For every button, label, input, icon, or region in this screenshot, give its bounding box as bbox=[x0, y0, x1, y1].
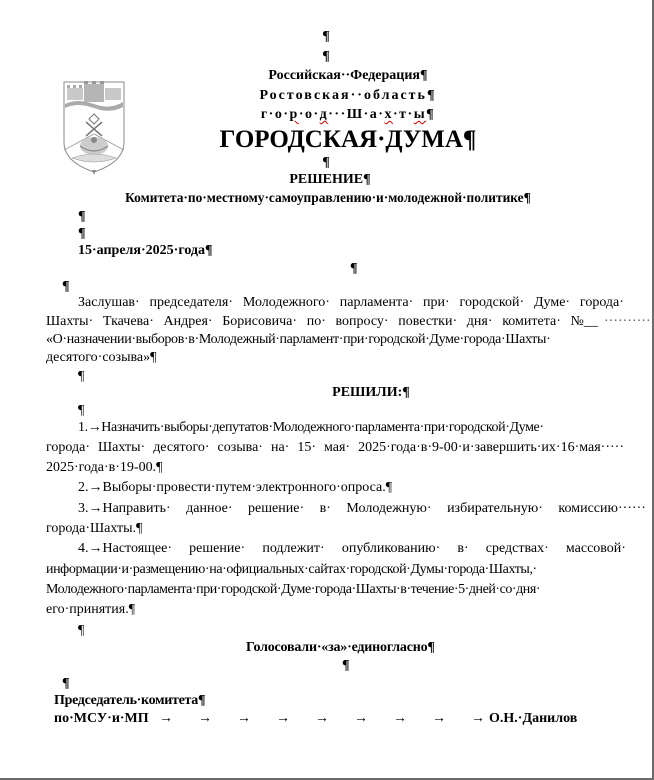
vote-result: Голосовали·«за»·единогласно¶ bbox=[246, 640, 435, 655]
item-4-line-1 bbox=[78, 542, 626, 556]
word: города· bbox=[46, 440, 90, 455]
word: по· bbox=[306, 314, 326, 329]
word: созыва· bbox=[217, 440, 263, 455]
word: комиссию······ bbox=[558, 501, 646, 516]
empty-paragraph: ¶ bbox=[62, 676, 70, 691]
word: мая· bbox=[324, 440, 351, 455]
tab-arrow: → bbox=[237, 711, 251, 726]
item-1-line-2 bbox=[46, 441, 624, 455]
word: решение· bbox=[248, 501, 305, 516]
word: Борисовича· bbox=[222, 314, 298, 329]
empty-paragraph: ¶ bbox=[78, 209, 86, 224]
word: Андрея· bbox=[163, 314, 213, 329]
city-line bbox=[0, 108, 654, 122]
word: председателя· bbox=[149, 295, 233, 310]
tab-arrow: → bbox=[393, 711, 407, 726]
word: 4.→Настоящее· bbox=[78, 541, 173, 556]
word: в· bbox=[457, 541, 469, 556]
signature-title-line-1: Председатель·комитета¶ bbox=[54, 693, 206, 708]
word: Заслушав· bbox=[78, 295, 140, 310]
country-line: Российская··Федерация¶ bbox=[268, 68, 428, 83]
item-4-line-2: информации·и·размещению·на·официальных·сайтах·городской·Думы·города·Шахты,· bbox=[46, 562, 537, 577]
intro-line-2 bbox=[46, 315, 598, 329]
region-line: Ростовская··область¶ bbox=[259, 88, 437, 103]
city-part: ·о· bbox=[298, 107, 320, 122]
word: избирательную· bbox=[447, 501, 543, 516]
word: при· bbox=[423, 295, 450, 310]
word: Шахты· bbox=[46, 314, 94, 329]
decision-date: 15·апреля·2025·года¶ bbox=[78, 243, 213, 258]
empty-paragraph: ¶ bbox=[342, 658, 350, 673]
tab-arrows bbox=[159, 712, 510, 726]
word: опубликованию· bbox=[341, 541, 441, 556]
signature-title-line-2: по·МСУ·и·МП bbox=[54, 711, 149, 726]
word: городской· bbox=[459, 295, 525, 310]
item-3-line-2: города·Шахты.¶ bbox=[46, 521, 143, 536]
word: десятого· bbox=[153, 440, 210, 455]
empty-paragraph: ¶ bbox=[78, 623, 85, 638]
resolved-heading: РЕШИЛИ:¶ bbox=[332, 385, 410, 400]
empty-paragraph: ¶ bbox=[78, 369, 85, 384]
item-4-line-3: Молодежного·парламента·при·городской·Думе·города·Шахты·в·течение·5·дней·со·дня· bbox=[46, 582, 541, 597]
word: Ткачева· bbox=[102, 314, 154, 329]
tab-arrow: → bbox=[471, 711, 485, 726]
word: в· bbox=[319, 501, 331, 516]
city-part-misspelled: ы bbox=[413, 107, 427, 122]
city-part: ·т· bbox=[392, 107, 414, 122]
item-2: 2.→Выборы·провести·путем·электронного·опроса.¶ bbox=[78, 480, 393, 495]
word: №__ bbox=[570, 314, 598, 329]
word: дня· bbox=[466, 314, 493, 329]
word: средствах· bbox=[485, 541, 549, 556]
word: города· bbox=[579, 295, 624, 310]
empty-paragraph: ¶ bbox=[78, 403, 85, 418]
city-part-misspelled: р bbox=[289, 107, 299, 122]
tab-arrow: → bbox=[354, 711, 368, 726]
word: Молодежного· bbox=[242, 295, 330, 310]
word: подлежит· bbox=[262, 541, 325, 556]
word: данное· bbox=[186, 501, 233, 516]
word: повестки· bbox=[398, 314, 458, 329]
word: 2025·года·в·9-00·и·завершить·их·16·мая····· bbox=[358, 440, 624, 455]
item-4-line-4: его·принятия.¶ bbox=[46, 602, 136, 617]
word: на· bbox=[270, 440, 290, 455]
city-part: ¶ bbox=[426, 107, 436, 122]
duma-title: ГОРОДСКАЯ·ДУМА¶ bbox=[219, 126, 477, 153]
intro-line-4: десятого·созыва»¶ bbox=[46, 350, 157, 365]
empty-paragraph: ¶ bbox=[322, 155, 330, 170]
tab-arrow: → bbox=[276, 711, 290, 726]
signatory-name: О.Н.·Данилов bbox=[489, 711, 578, 726]
city-part: г·о· bbox=[260, 107, 290, 122]
word: массовой· bbox=[565, 541, 626, 556]
tab-arrow: → bbox=[315, 711, 329, 726]
city-part: ···Ш·а· bbox=[328, 107, 385, 122]
item-1-line-3: 2025·года·в·19-00.¶ bbox=[46, 460, 163, 475]
empty-paragraph: ¶ bbox=[322, 49, 330, 64]
tab-arrow: → bbox=[159, 711, 173, 726]
word: Думе· bbox=[533, 295, 571, 310]
word: 3.→Направить· bbox=[78, 501, 171, 516]
word: Шахты· bbox=[98, 440, 146, 455]
intro-line-1 bbox=[78, 296, 624, 310]
word: парламента· bbox=[339, 295, 414, 310]
word: решение· bbox=[189, 541, 246, 556]
empty-paragraph: ¶ bbox=[322, 29, 330, 44]
empty-paragraph: ¶ bbox=[62, 279, 70, 294]
empty-paragraph: ¶ bbox=[350, 261, 358, 276]
item-1-line-1: 1.→Назначить·выборы·депутатов·Молодежного·парламента·при·городской·Думе· bbox=[78, 420, 544, 435]
word: 15· bbox=[297, 440, 317, 455]
city-part-misspelled: д bbox=[319, 107, 329, 122]
decision-heading: РЕШЕНИЕ¶ bbox=[289, 172, 371, 187]
committee-name: Комитета·по·местному·самоуправлению·и·молодежной·политике¶ bbox=[125, 190, 531, 205]
word: Молодежную· bbox=[346, 501, 432, 516]
word: комитета· bbox=[502, 314, 561, 329]
tab-arrow: → bbox=[432, 711, 446, 726]
tab-arrow: → bbox=[198, 711, 212, 726]
word: вопросу· bbox=[335, 314, 389, 329]
item-3-line-1 bbox=[78, 502, 646, 516]
empty-paragraph: ¶ bbox=[78, 226, 86, 241]
intro-line-3: «О·назначении·выборов·в·Молодежный·парламент·при·городской·Думе·города·Шахты· bbox=[46, 332, 551, 347]
city-part-misspelled: х bbox=[384, 107, 393, 122]
tab-leader: ·········· bbox=[604, 314, 651, 329]
